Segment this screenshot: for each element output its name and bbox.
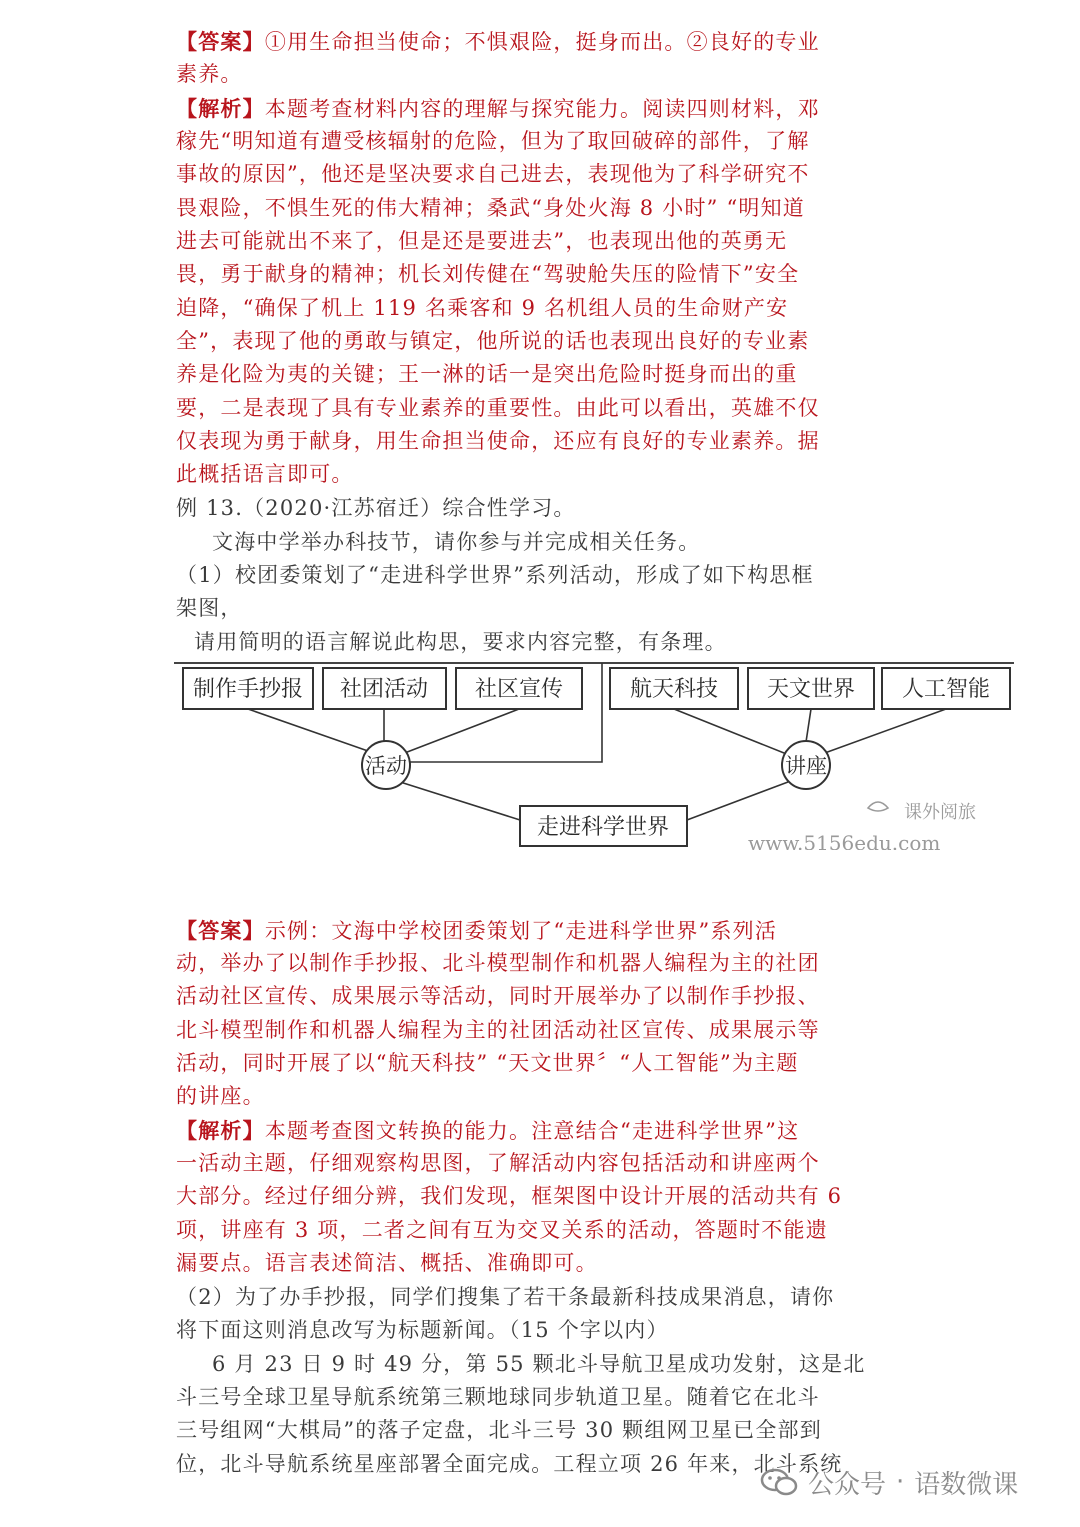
example-title: 例 13.（2020·江苏宿迁）综合性学习。 bbox=[176, 496, 576, 520]
news-line: 三号组网“大棋局”的落子定盘，北斗三号 30 颗组网卫星已全部到 bbox=[176, 1418, 822, 1442]
analysis-2-line: 漏要点。语言表述简洁、概括、准确即可。 bbox=[176, 1251, 598, 1275]
label-handmade-paper: 制作手抄报 bbox=[192, 677, 304, 702]
analysis-line-1: 【解析】本题考查材料内容的理解与探究能力。阅读四则材料，邓 bbox=[176, 96, 820, 121]
analysis-line: 迫降，“确保了机上 119 名乘客和 9 名机组人员的生命财产安 bbox=[176, 296, 789, 320]
question-1-line: （1）校团委策划了“走进科学世界”系列活动，形成了如下构思框 bbox=[176, 563, 814, 587]
account-separator: · bbox=[896, 1467, 905, 1497]
answer-line-2: 素养。 bbox=[176, 62, 243, 86]
answer-line-1: 【答案】①用生命担当使命；不惧艰险，挺身而出。②良好的专业 bbox=[176, 29, 820, 54]
watermark-url: www.5156edu.com bbox=[748, 831, 941, 850]
label-lecture-node: 讲座 bbox=[785, 754, 827, 778]
answer-tag: 【答案】 bbox=[176, 29, 265, 54]
label-aerospace: 航天科技 bbox=[629, 677, 719, 702]
analysis-line: 进去可能就出不来了，但是还是要进去”，也表现出他的英勇无 bbox=[176, 229, 788, 253]
question-1-line: 架图， bbox=[176, 596, 243, 620]
answer-2-line: 动，举办了以制作手抄报、北斗模型制作和机器人编程为主的社团 bbox=[176, 951, 820, 975]
news-line: 位，北斗导航系统星座部署全面完成。工程立项 26 年来，北斗系统 bbox=[176, 1452, 843, 1476]
analysis-line: 畏艰险，不惧生死的伟大精神；桑武“身处火海 8 小时” “明知道 bbox=[176, 196, 805, 220]
question-1-instruction: 请用简明的语言解说此构思，要求内容完整，有条理。 bbox=[194, 630, 727, 654]
account-watermark bbox=[760, 1462, 1018, 1502]
label-ai: 人工智能 bbox=[901, 677, 991, 702]
answer-2-line: 的讲座。 bbox=[176, 1084, 265, 1108]
label-root: 走进科学世界 bbox=[536, 815, 670, 840]
analysis-line: 全”，表现了他的勇敢与镇定，他所说的话也表现出良好的专业素 bbox=[176, 329, 810, 353]
answer-2-line: 活动社区宣传、成果展示等活动，同时开展举办了以制作手抄报、 bbox=[176, 984, 820, 1008]
analysis-line: 稼先“明知道有遭受核辐射的危险，但为了取回破碎的部件，了解 bbox=[176, 129, 810, 153]
question-2-line: （2）为了办手抄报，同学们搜集了若干条最新科技成果消息，请你 bbox=[176, 1285, 835, 1309]
analysis-line: 事故的原因”，他还是坚决要求自己进去，表现他为了科学研究不 bbox=[176, 162, 810, 186]
analysis-line: 此概括语言即可。 bbox=[176, 462, 354, 486]
analysis-line: 仅表现为勇于献身，用生命担当使命，还应有良好的专业素养。据 bbox=[176, 429, 820, 453]
analysis-line: 畏，勇于献身的精神；机长刘传健在“驾驶舱失压的险情下”安全 bbox=[176, 262, 800, 286]
account-label: 公众号 bbox=[808, 1469, 887, 1500]
answer-2-line: 活动，同时开展了以“航天科技” “天文世界〞“人工智能”为主题 bbox=[176, 1051, 799, 1075]
answer-2-line-1: 【答案】示例：文海中学校团委策划了“走进科学世界”系列活 bbox=[176, 918, 778, 943]
news-line: 斗三号全球卫星导航系统第三颗地球同步轨道卫星。随着它在北斗 bbox=[176, 1385, 820, 1409]
label-astronomy: 天文世界 bbox=[766, 677, 856, 702]
example-intro: 文海中学举办科技节，请你参与并完成相关任务。 bbox=[212, 530, 701, 554]
analysis-line: 要，二是表现了具有专业素养的重要性。由此可以看出，英雄不仅 bbox=[176, 396, 820, 420]
label-club-activity: 社团活动 bbox=[339, 677, 429, 702]
analysis-tag: 【解析】 bbox=[176, 96, 265, 121]
news-line-1: 6 月 23 日 9 时 49 分，第 55 颗北斗导航卫星成功发射，这是北 bbox=[212, 1352, 866, 1376]
label-community-promo: 社区宣传 bbox=[474, 677, 564, 702]
analysis-2-line-1: 【解析】本题考查图文转换的能力。注意结合“走进科学世界”这 bbox=[176, 1118, 800, 1143]
analysis-2-line: 大部分。经过仔细分辨，我们发现，框架图中设计开展的活动共有 6 bbox=[176, 1184, 843, 1208]
account-name: 语数微课 bbox=[914, 1469, 1019, 1500]
answer-2-line: 北斗模型制作和机器人编程为主的社团活动社区宣传、成果展示等 bbox=[176, 1018, 820, 1042]
answer-tag: 【答案】 bbox=[176, 918, 265, 943]
analysis-2-line: 一活动主题，仔细观察构思图，了解活动内容包括活动和讲座两个 bbox=[176, 1151, 820, 1175]
watermark-icon bbox=[868, 802, 888, 811]
wechat-icon bbox=[760, 1467, 798, 1497]
watermark-name: 课外阅旅 bbox=[904, 802, 976, 823]
analysis-tag: 【解析】 bbox=[176, 1118, 265, 1143]
analysis-line: 养是化险为夷的关键；王一淋的话一是突出危险时挺身而出的重 bbox=[176, 362, 798, 386]
concept-diagram bbox=[172, 660, 1022, 850]
question-2-line: 将下面这则消息改写为标题新闻。（15 个字以内） bbox=[176, 1318, 669, 1342]
analysis-2-line: 项，讲座有 3 项，二者之间有互为交叉关系的活动，答题时不能遗 bbox=[176, 1218, 828, 1242]
label-activity-node: 活动 bbox=[365, 754, 407, 778]
